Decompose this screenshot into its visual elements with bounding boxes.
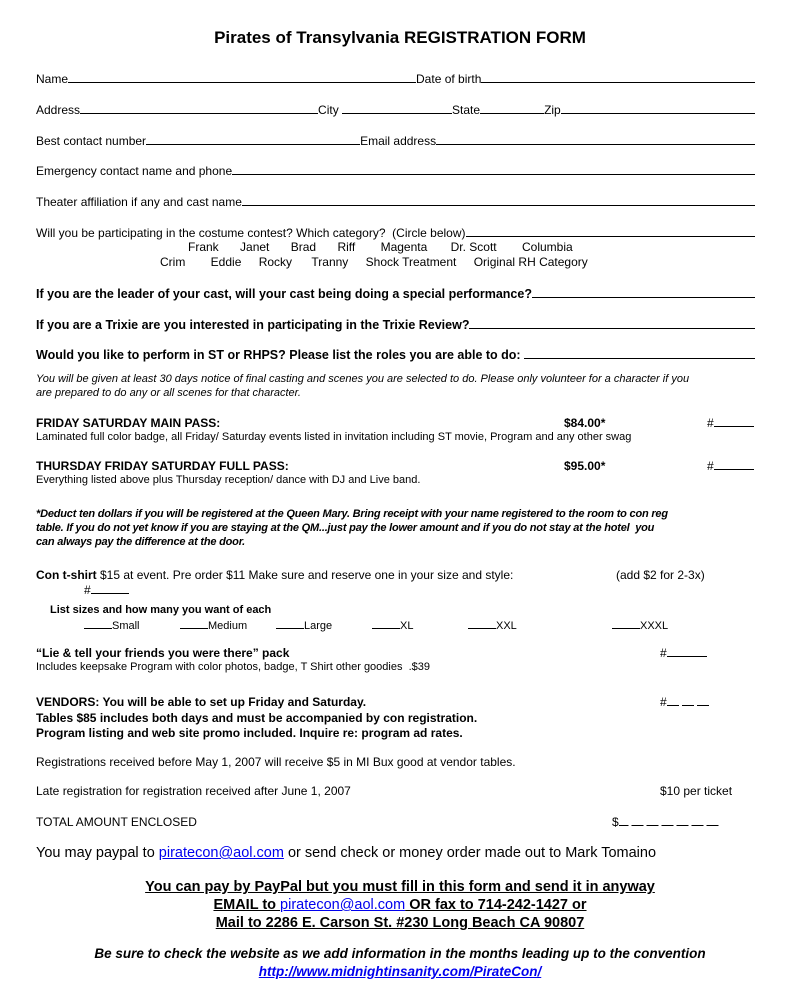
sizes-heading: List sizes and how many you want of each [50,604,272,616]
category-option[interactable]: Brad [290,240,317,254]
size-label: XL [400,620,414,632]
total-amount-field[interactable] [619,816,719,826]
paypal-line [36,845,656,861]
category-option[interactable]: Crim [160,255,186,269]
casting-note-2: are prepared to do any or all scenes for that character. [36,387,301,399]
category-option[interactable]: Janet [240,240,270,254]
costume-label: Will you be participating in the costume contest? Which category? (Circle below) [36,226,466,240]
category-option[interactable]: Dr. Scott [450,240,497,254]
qty-label: # [84,583,91,597]
full-pass-price: $95.00* [564,459,606,473]
tshirt-line [36,568,513,582]
state-field[interactable] [480,113,544,114]
size-xl-field[interactable] [372,618,400,629]
name-dob-row [36,70,755,86]
contact-number-label: Best contact number [36,134,147,148]
paypal-email-link[interactable]: piratecon@aol.com [158,845,284,861]
costume-categories-row2 [160,255,588,269]
trixie-field[interactable] [469,328,755,329]
perform-field[interactable] [524,358,755,359]
costume-categories-row1 [188,240,573,254]
size-xxxl [612,618,668,632]
email-label: Email address [360,134,437,148]
address-field[interactable] [80,113,318,114]
vendors-line-2: Tables $85 includes both days and must be accompanied by con registration. [36,711,478,725]
notice-email-link[interactable]: piratecon@aol.com [280,897,406,913]
size-xxl [468,618,517,632]
full-pass-name: THURSDAY FRIDAY SATURDAY FULL PASS: [36,459,289,473]
lie-pack-title: “Lie & tell your friends you were there” pack [36,646,290,660]
website-url-wrap [0,964,800,979]
qty-label: # [660,695,667,709]
total-prefix: $ [612,815,619,829]
main-pass-qty [707,416,754,430]
lie-pack-desc: Includes keepsake Program with color photos, badge, T Shirt other goodies .$39 [36,661,430,673]
theater-field[interactable] [242,205,755,206]
notice-line-3: Mail to 2286 E. Carson St. #230 Long Beach CA 90807 [215,915,585,931]
name-label: Name [36,72,69,86]
contact-number-field[interactable] [146,144,360,145]
address-label: Address [36,103,81,117]
full-pass-desc: Everything listed above plus Thursday reception/ dance with DJ and Live band. [36,474,421,486]
notice-fax: OR fax to 714-242-1427 or [405,897,587,913]
deduct-note-3: can always pay the difference at the door. [36,536,246,548]
size-medium-field[interactable] [180,618,208,629]
category-option[interactable]: Original RH Category [473,255,588,269]
category-option[interactable]: Tranny [311,255,349,269]
category-option[interactable]: Rocky [258,255,293,269]
size-large-field[interactable] [276,618,304,629]
category-option[interactable]: Columbia [521,240,573,254]
size-label: Large [304,620,333,632]
size-label: XXL [496,620,517,632]
perform-row [36,346,755,362]
casting-note-1: You will be given at least 30 days notice of final casting and scenes you are selected to do. Please only volunteer for a character if you [36,373,690,385]
paypal-prefix: You may paypal to [36,845,159,861]
total-amount [612,815,719,829]
website-note: Be sure to check the website as we add information in the months leading up to the convention [94,946,706,961]
category-option[interactable]: Eddie [210,255,242,269]
costume-row [36,224,755,240]
size-xl [372,618,413,632]
emergency-row [36,162,755,178]
lie-pack-qty [660,646,707,660]
theater-label: Theater affiliation if any and cast name [36,195,242,209]
vendors-qty [660,695,712,709]
size-large [276,618,332,632]
form-title: Pirates of Transylvania REGISTRATION FORM [214,28,586,47]
email-field[interactable] [436,144,755,145]
zip-label: Zip [544,103,561,117]
leader-question: If you are the leader of your cast, will your cast being doing a special performance? [36,287,532,301]
notice-email-prefix: EMAIL to [213,897,281,913]
main-pass-price: $84.00* [564,416,606,430]
tshirt-qty-field[interactable] [91,583,129,594]
main-pass-desc: Laminated full color badge, all Friday/ Saturday events listed in invitation including ST movie, Program and any other swag [36,431,632,443]
qty-label: # [707,459,714,473]
size-small-field[interactable] [84,618,112,629]
city-field[interactable] [342,113,452,114]
dob-field[interactable] [481,82,755,83]
tshirt-text: $15 at event. Pre order $11 Make sure and reserve one in your size and style: [96,568,514,582]
address-row [36,101,755,117]
website-link[interactable]: http://www.midnightinsanity.com/PirateCon/ [258,964,542,979]
trixie-row [36,316,755,332]
tshirt-label: Con t-shirt [36,568,97,582]
size-xxxl-field[interactable] [612,618,640,629]
category-option[interactable]: Magenta [380,240,428,254]
deduct-note-1: *Deduct ten dollars if you will be registered at the Queen Mary. Bring receipt with your name registered to the room to con reg [36,508,668,520]
lie-pack-qty-field[interactable] [667,646,707,657]
main-pass-name: FRIDAY SATURDAY MAIN PASS: [36,416,221,430]
costume-field[interactable] [466,236,755,237]
leader-field[interactable] [532,297,755,298]
zip-field[interactable] [561,113,755,114]
paypal-suffix: or send check or money order made out to Mark Tomaino [283,845,657,861]
theater-row [36,193,755,209]
qty-label: # [707,416,714,430]
vendors-line-1: VENDORS: You will be able to set up Friday and Saturday. [36,695,367,709]
category-option[interactable]: Frank [188,240,219,254]
state-label: State [452,103,481,117]
full-pass-qty-field[interactable] [714,459,754,470]
dob-label: Date of birth [416,72,482,86]
leader-row [36,285,755,301]
notice-line-1: You can pay by PayPal but you must fill in this form and send it in anyway [145,879,655,895]
perform-question: Would you like to perform in ST or RHPS? Please list the roles you are able to do: [36,348,525,362]
contact-row [36,132,755,148]
main-pass-qty-field[interactable] [714,416,754,427]
late-fee: $10 per ticket [660,784,733,798]
emergency-field[interactable] [232,174,755,175]
city-label: City [318,103,343,117]
category-option[interactable]: Shock Treatment [365,255,457,269]
late-registration-note: Late registration for registration received after June 1, 2007 [36,784,351,798]
trixie-question: If you are a Trixie are you interested in participating in the Trixie Review? [36,318,470,332]
category-option[interactable]: Riff [337,240,356,254]
size-label: Small [112,620,140,632]
tshirt-qty [84,583,129,597]
size-label: Medium [208,620,248,632]
tshirt-extra: (add $2 for 2-3x) [616,568,705,582]
size-medium [180,618,247,632]
size-label: XXXL [640,620,669,632]
qty-label: # [660,646,667,660]
total-label: TOTAL AMOUNT ENCLOSED [36,815,197,829]
notice-line-2 [0,897,800,913]
name-field[interactable] [68,82,416,83]
emergency-label: Emergency contact name and phone [36,164,233,178]
early-registration-note: Registrations received before May 1, 2007 will receive $5 in MI Bux good at vendor tables. [36,755,516,769]
vendors-line-3: Program listing and web site promo included. Inquire re: program ad rates. [36,726,463,740]
vendors-qty-field[interactable] [667,696,712,706]
full-pass-qty [707,459,754,473]
size-xxl-field[interactable] [468,618,496,629]
size-small [84,618,140,632]
deduct-note-2: table. If you do not yet know if you are staying at the QM...just pay the lower amount and if you do not stay at the hotel you [36,522,655,534]
